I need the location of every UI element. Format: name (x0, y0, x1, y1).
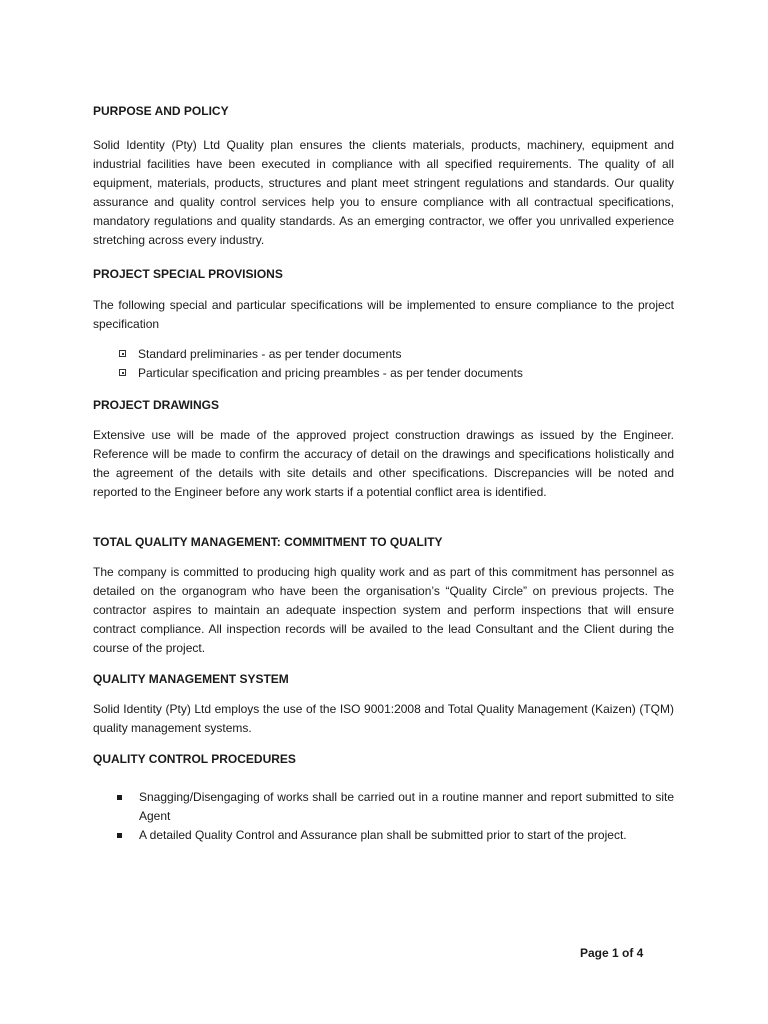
provisions-list (93, 345, 674, 383)
checkbox-square-icon (119, 350, 126, 357)
square-bullet-icon (117, 795, 122, 800)
list-item (93, 826, 674, 845)
list-item-text: A detailed Quality Control and Assurance plan shall be submitted prior to start of the project. (139, 828, 627, 842)
section-heading-tqm: TOTAL QUALITY MANAGEMENT: COMMITMENT TO QUALITY (93, 535, 443, 549)
section-paragraph-tqm: The company is committed to producing high quality work and as part of this commitment has personnel as detailed on the organogram who have been the organisation’s “Quality Circle” on previous projects. The contractor aspires to maintain an adequate inspection system and perform inspections that will ensure contract compliance. All inspection records will be availed to the lead Consultant and the Client during the course of the project. (93, 565, 674, 655)
list-item-text: Standard preliminaries - as per tender documents (138, 347, 402, 361)
section-heading-provisions: PROJECT SPECIAL PROVISIONS (93, 267, 283, 281)
section-paragraph-provisions: The following special and particular specifications will be implemented to ensure compliance to the project specification (93, 298, 674, 331)
list-item-text: Particular specification and pricing preambles - as per tender documents (138, 366, 523, 380)
section-heading-drawings: PROJECT DRAWINGS (93, 398, 220, 412)
section-heading-qms: QUALITY MANAGEMENT SYSTEM (93, 672, 289, 686)
section-paragraph-qms: Solid Identity (Pty) Ltd employs the use of the ISO 9001:2008 and Total Quality Management (Kaizen) (TQM) quality management systems. (93, 702, 674, 735)
procedures-list (93, 788, 674, 845)
section-heading-purpose: PURPOSE AND POLICY (93, 104, 229, 118)
section-paragraph-drawings: Extensive use will be made of the approved project construction drawings as issued by the Engineer. Reference will be made to confirm the accuracy of detail on the drawings and specifications holistically and the agreement of the details with site details and other specifications. Discrepancies will be noted and reported to the Engineer before any work starts if a potential conflict area is identified. (93, 428, 674, 499)
list-item (93, 364, 674, 383)
list-item-text: Snagging/Disengaging of works shall be carried out in a routine manner and report submitted to site Agent (139, 790, 674, 823)
checkbox-square-icon (119, 369, 126, 376)
section-paragraph-purpose: Solid Identity (Pty) Ltd Quality plan ensures the clients materials, products, machinery, equipment and industrial facilities have been executed in compliance with all specified requirements. The quality of all equipment, materials, products, structures and plant meet stringent regulations and standards. Our quality assurance and quality control services help you to ensure compliance with all contractual specifications, mandatory regulations and quality standards. As an emerging contractor, we offer you unrivalled experience stretching across every industry. (93, 138, 674, 247)
list-item (93, 345, 674, 364)
list-item (93, 788, 674, 826)
section-heading-procedures: QUALITY CONTROL PROCEDURES (93, 752, 296, 766)
page-number: Page 1 of 4 (580, 946, 644, 960)
square-bullet-icon (117, 833, 122, 838)
